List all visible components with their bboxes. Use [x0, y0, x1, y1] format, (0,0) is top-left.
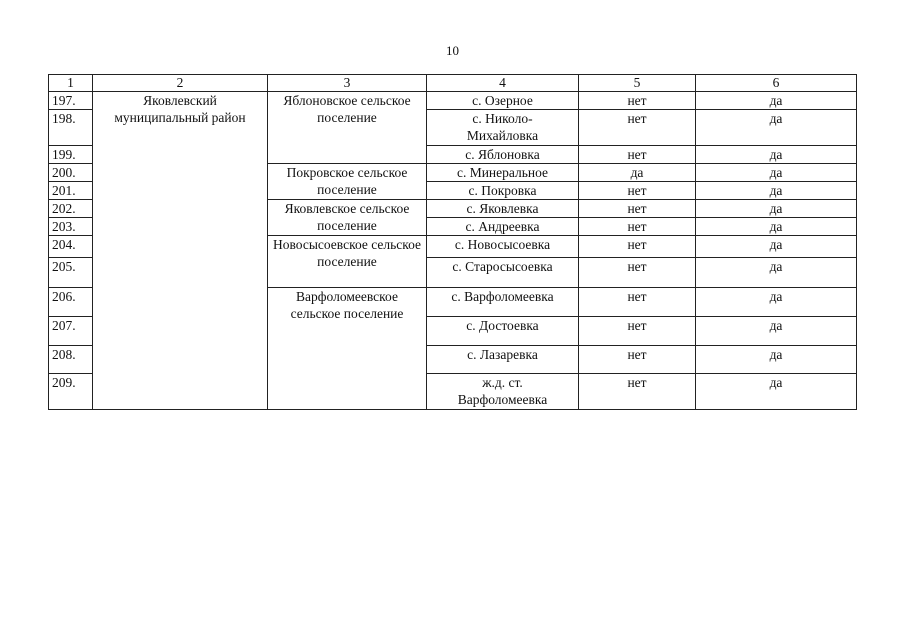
col5-cell: нет: [579, 218, 696, 236]
locality-cell: с. Яблоновка: [427, 146, 579, 164]
col5-cell: нет: [579, 182, 696, 200]
col6-cell: да: [696, 182, 857, 200]
table-row: [49, 92, 857, 110]
district-cell: Яковлевский муниципальный район: [93, 92, 268, 410]
row-number: 207.: [49, 317, 93, 346]
col6-cell: да: [696, 110, 857, 146]
settlement-cell: Яблоновское сельское поселение: [268, 92, 427, 164]
locality-cell: с. Озерное: [427, 92, 579, 110]
col5-cell: нет: [579, 146, 696, 164]
col6-cell: да: [696, 146, 857, 164]
col5-cell: нет: [579, 92, 696, 110]
header-row: [49, 75, 857, 92]
row-number: 206.: [49, 288, 93, 317]
locality-cell: с. Старосысоевка: [427, 258, 579, 288]
row-number: 203.: [49, 218, 93, 236]
locality-cell: с. Новосысоевка: [427, 236, 579, 258]
row-number: 197.: [49, 92, 93, 110]
col6-cell: да: [696, 258, 857, 288]
col-header-2: 2: [93, 75, 268, 92]
col6-cell: да: [696, 317, 857, 346]
row-number: 202.: [49, 200, 93, 218]
settlement-cell: Варфоломеевское сельское поселение: [268, 288, 427, 410]
col5-cell: да: [579, 164, 696, 182]
col5-cell: нет: [579, 200, 696, 218]
row-number: 201.: [49, 182, 93, 200]
col6-cell: да: [696, 288, 857, 317]
col6-cell: да: [696, 164, 857, 182]
locality-cell: с. Минеральное: [427, 164, 579, 182]
col5-cell: нет: [579, 288, 696, 317]
locality-cell: с. Варфоломеевка: [427, 288, 579, 317]
col5-cell: нет: [579, 258, 696, 288]
col5-cell: нет: [579, 236, 696, 258]
locality-cell: с. Достоевка: [427, 317, 579, 346]
col-header-1: 1: [49, 75, 93, 92]
col-header-3: 3: [268, 75, 427, 92]
locality-cell: с. Николо-Михайловка: [427, 110, 579, 146]
row-number: 208.: [49, 346, 93, 374]
locality-cell: с. Лазаревка: [427, 346, 579, 374]
row-number: 205.: [49, 258, 93, 288]
locality-cell: с. Андреевка: [427, 218, 579, 236]
col-header-6: 6: [696, 75, 857, 92]
col6-cell: да: [696, 200, 857, 218]
col5-cell: нет: [579, 110, 696, 146]
col5-cell: нет: [579, 346, 696, 374]
row-number: 198.: [49, 110, 93, 146]
col6-cell: да: [696, 92, 857, 110]
row-number: 200.: [49, 164, 93, 182]
col-header-5: 5: [579, 75, 696, 92]
row-number: 209.: [49, 374, 93, 410]
settlement-cell: Яковлевское сельское поселение: [268, 200, 427, 236]
settlement-cell: Покровское сельское поселение: [268, 164, 427, 200]
page-number: 10: [446, 43, 459, 58]
settlements-table: [48, 74, 857, 410]
locality-cell: с. Покровка: [427, 182, 579, 200]
locality-cell: ж.д. ст. Варфоломеевка: [427, 374, 579, 410]
col6-cell: да: [696, 218, 857, 236]
col-header-4: 4: [427, 75, 579, 92]
col6-cell: да: [696, 236, 857, 258]
col6-cell: да: [696, 346, 857, 374]
col6-cell: да: [696, 374, 857, 410]
col5-cell: нет: [579, 374, 696, 410]
col5-cell: нет: [579, 317, 696, 346]
locality-cell: с. Яковлевка: [427, 200, 579, 218]
row-number: 199.: [49, 146, 93, 164]
row-number: 204.: [49, 236, 93, 258]
settlement-cell: Новосысоевское сельское поселение: [268, 236, 427, 288]
